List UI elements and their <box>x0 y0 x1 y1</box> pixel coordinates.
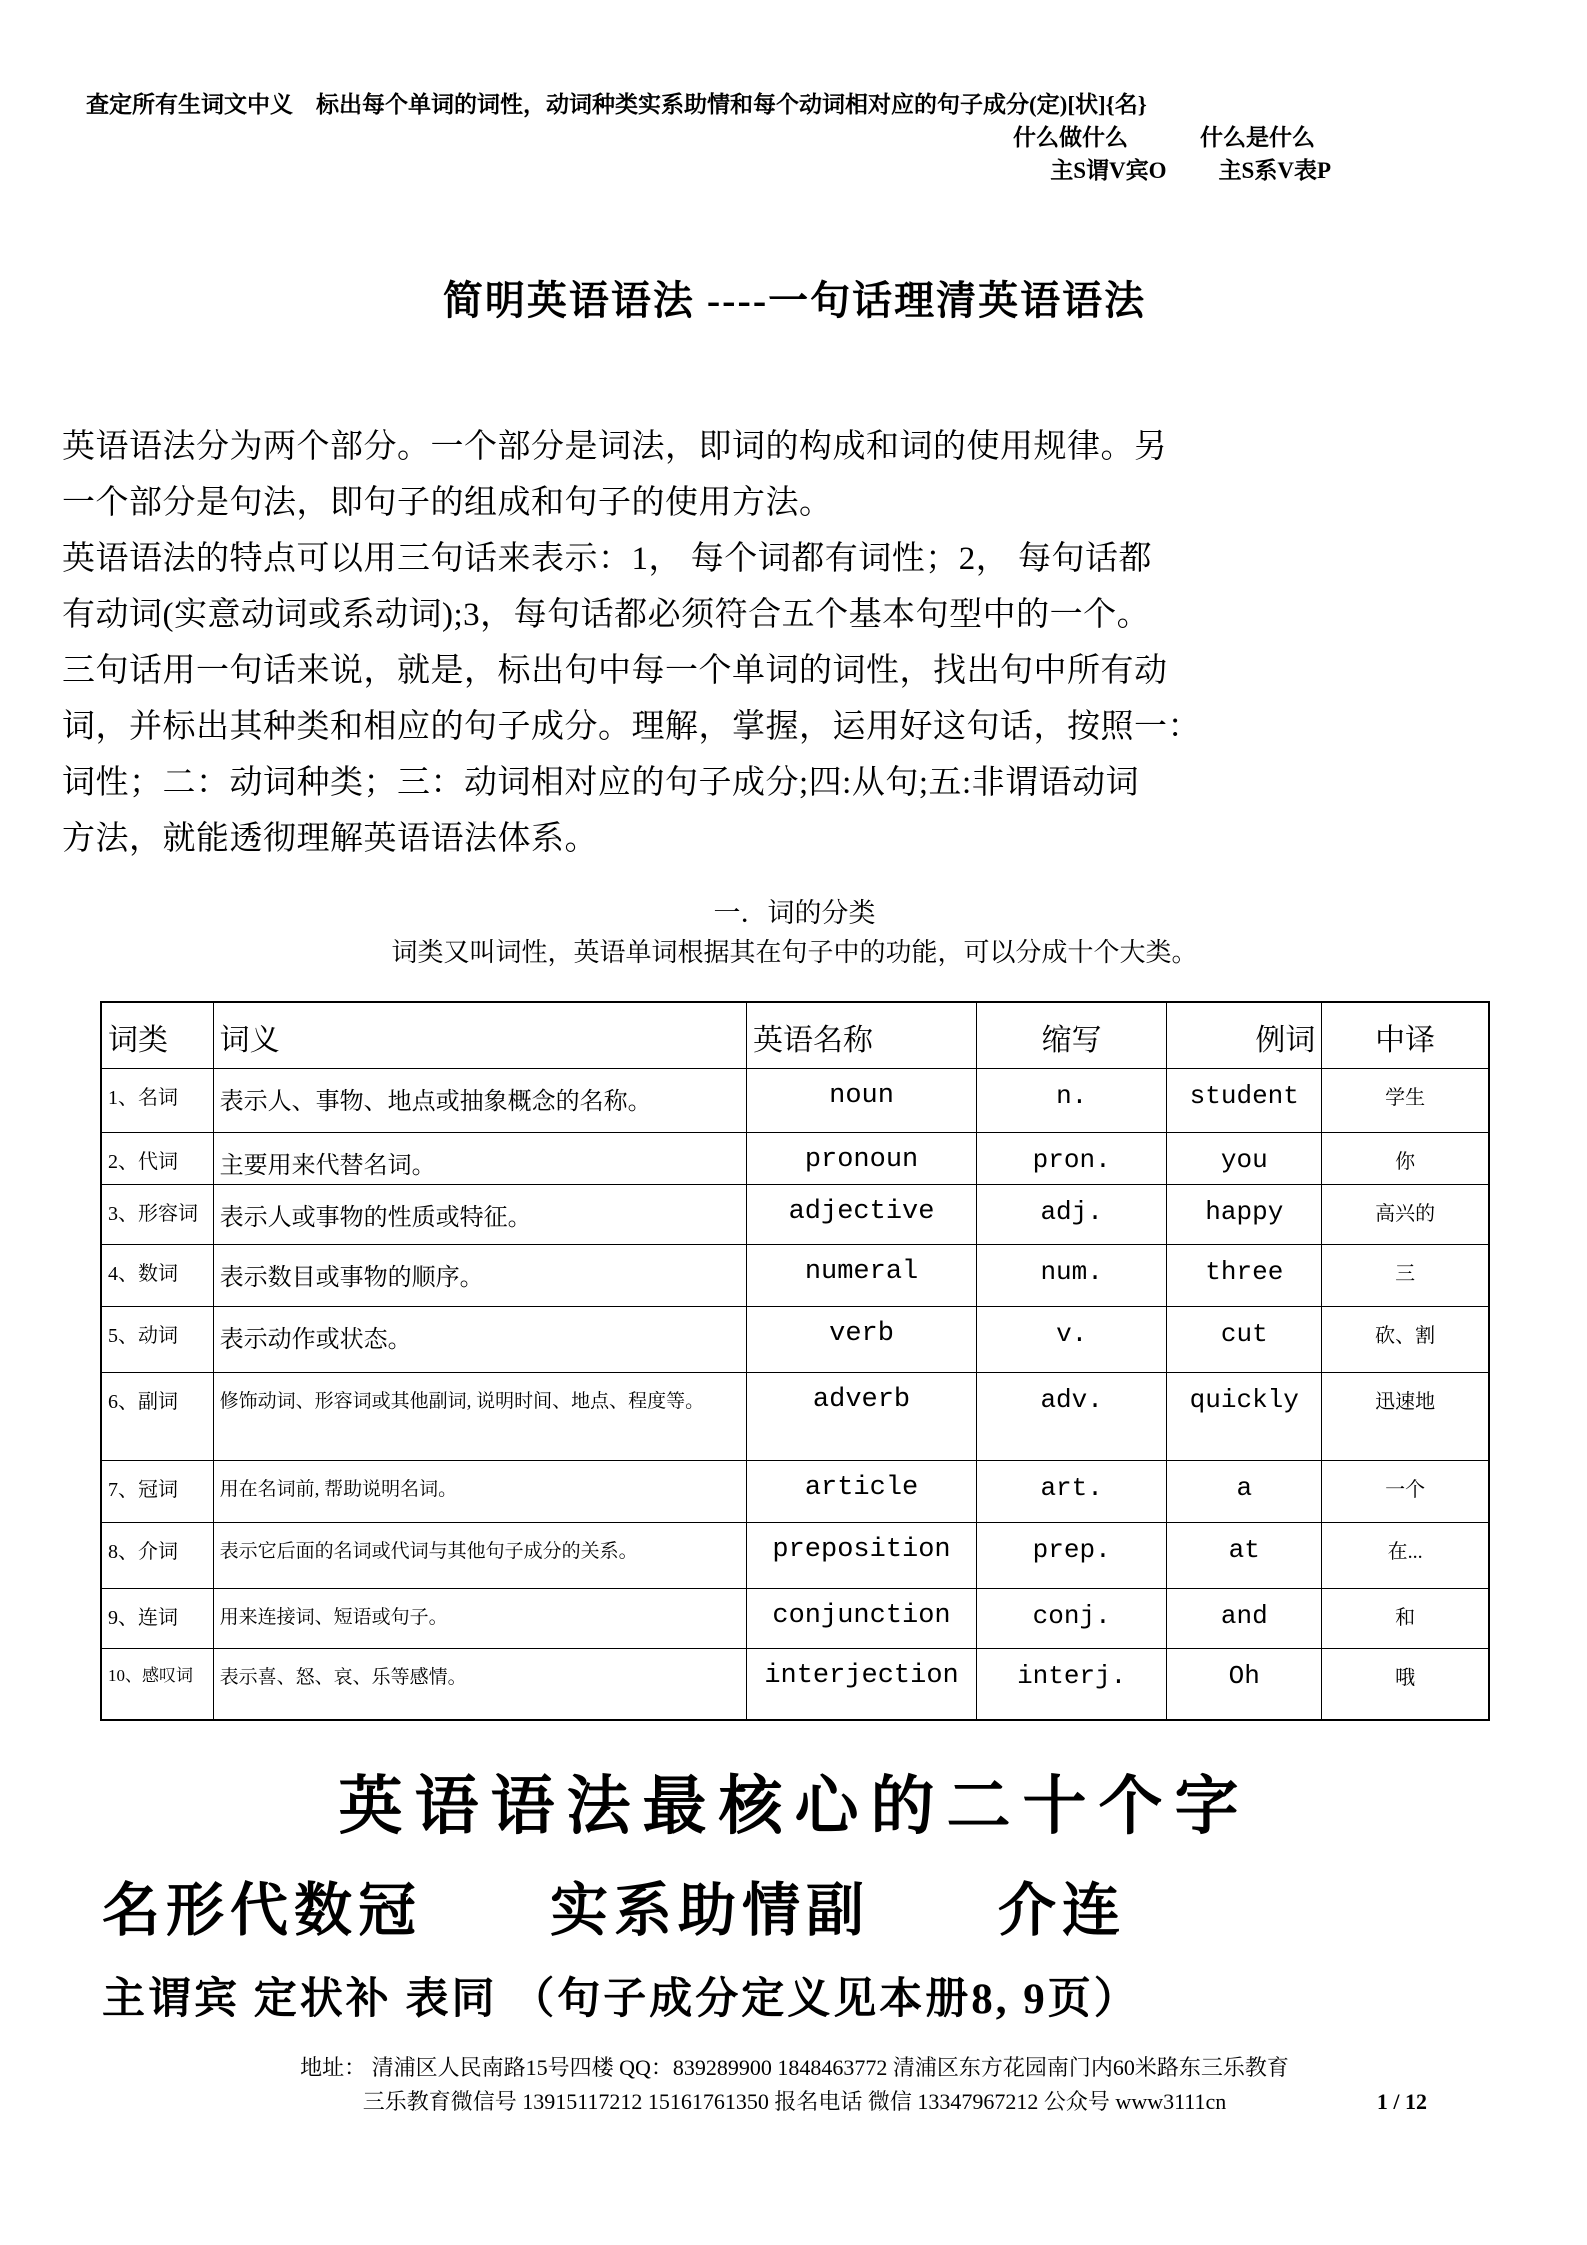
example-cell: cut <box>1167 1306 1322 1372</box>
abbreviation-cell: pron. <box>977 1132 1167 1184</box>
abbreviation-cell: conj. <box>977 1588 1167 1648</box>
meaning-cell: 表示数目或事物的顺序。 <box>213 1244 746 1306</box>
table-row <box>101 1522 1489 1588</box>
intro-line: 词，并标出其种类和相应的句子成分。理解，掌握，运用好这句话，按照一： <box>62 709 1201 745</box>
word-class-cell: 10、感叹词 <box>101 1648 213 1720</box>
word-class-cell: 4、数词 <box>101 1244 213 1306</box>
meaning-cell: 主要用来代替名词。 <box>213 1132 746 1184</box>
table-row <box>101 1588 1489 1648</box>
header-note <box>62 88 1527 187</box>
abbreviation-cell: v. <box>977 1306 1167 1372</box>
example-cell: a <box>1167 1460 1322 1522</box>
intro-line: 方法，就能透彻理解英语语法体系。 <box>62 821 598 857</box>
translation-cell: 哦 <box>1322 1648 1489 1720</box>
example-cell: quickly <box>1167 1372 1322 1460</box>
example-cell: three <box>1167 1244 1322 1306</box>
meaning-cell: 用来连接词、短语或句子。 <box>213 1588 746 1648</box>
col-header-word-class: 词类 <box>101 1002 213 1068</box>
footer-address-line: 地址： 清浦区人民南路15号四楼 QQ：839289900 1848463772 清浦区东方花园南门内60米路东三乐教育 <box>300 2055 1289 2080</box>
table-header-row <box>101 1002 1489 1068</box>
meaning-cell: 表示动作或状态。 <box>213 1306 746 1372</box>
header-note-line2 <box>86 121 1527 154</box>
col-header-abbreviation: 缩写 <box>977 1002 1167 1068</box>
header-note-what-is: 什么是什么 <box>1200 125 1315 150</box>
word-class-cell: 6、副词 <box>101 1372 213 1460</box>
english-name-cell: preposition <box>746 1522 976 1588</box>
meaning-cell: 表示喜、怒、哀、乐等感情。 <box>213 1648 746 1720</box>
intro-line: 一个部分是句法，即句子的组成和句子的使用方法。 <box>62 485 833 521</box>
meaning-cell: 表示人或事物的性质或特征。 <box>213 1184 746 1244</box>
abbreviation-cell: n. <box>977 1068 1167 1132</box>
word-class-cell: 5、动词 <box>101 1306 213 1372</box>
table-row <box>101 1372 1489 1460</box>
intro-line: 三句话用一句话来说，就是，标出句中每一个单词的词性，找出句中所有动 <box>62 653 1168 689</box>
translation-cell: 迅速地 <box>1322 1372 1489 1460</box>
abbreviation-cell: num. <box>977 1244 1167 1306</box>
table-row <box>101 1306 1489 1372</box>
abbreviation-cell: adj. <box>977 1184 1167 1244</box>
translation-cell: 一个 <box>1322 1460 1489 1522</box>
col-header-example: 例词 <box>1167 1002 1322 1068</box>
example-cell: at <box>1167 1522 1322 1588</box>
footer-contacts-text: 三乐教育微信号 13915117212 15161761350 报名电话 微信 13347967212 公众号 www3111cn <box>362 2089 1227 2114</box>
header-note-line1: 查定所有生词文中义 标出每个单词的词性，动词种类实系助情和每个动词相对应的句子成分(定)[状]{名} <box>86 92 1147 117</box>
translation-cell: 你 <box>1322 1132 1489 1184</box>
word-class-cell: 7、冠词 <box>101 1460 213 1522</box>
translation-cell: 和 <box>1322 1588 1489 1648</box>
abbreviation-cell: art. <box>977 1460 1167 1522</box>
header-note-svp: 主S系V表P <box>1218 158 1331 183</box>
intro-paragraph <box>62 419 1527 867</box>
col-header-english-name: 英语名称 <box>746 1002 976 1068</box>
core-words-line: 名形代数冠 实系助情副 介连 <box>102 1878 1127 1943</box>
meaning-cell: 用在名词前, 帮助说明名词。 <box>213 1460 746 1522</box>
intro-line: 英语语法分为两个部分。一个部分是词法，即词的构成和词的使用规律。另 <box>62 429 1168 465</box>
table-row <box>101 1184 1489 1244</box>
english-name-cell: noun <box>746 1068 976 1132</box>
word-class-cell: 2、代词 <box>101 1132 213 1184</box>
page-footer <box>62 2051 1527 2119</box>
header-note-svo: 主S谓V宾O <box>1050 158 1167 183</box>
example-cell: and <box>1167 1588 1322 1648</box>
section-subheading: 词类又叫词性，英语单词根据其在句子中的功能，可以分成十个大类。 <box>391 938 1198 967</box>
english-name-cell: verb <box>746 1306 976 1372</box>
intro-line: 英语语法的特点可以用三句话来表示：1， 每个词都有词性；2， 每句话都 <box>62 541 1152 577</box>
table-row <box>101 1132 1489 1184</box>
meaning-cell: 表示人、事物、地点或抽象概念的名称。 <box>213 1068 746 1132</box>
english-name-cell: numeral <box>746 1244 976 1306</box>
table-row <box>101 1244 1489 1306</box>
parts-of-speech-table <box>100 1001 1490 1721</box>
english-name-cell: adjective <box>746 1184 976 1244</box>
english-name-cell: article <box>746 1460 976 1522</box>
intro-line: 有动词(实意动词或系动词);3，每句话都必须符合五个基本句型中的一个。 <box>62 597 1151 633</box>
abbreviation-cell: interj. <box>977 1648 1167 1720</box>
meaning-cell: 表示它后面的名词或代词与其他句子成分的关系。 <box>213 1522 746 1588</box>
header-note-what-does: 什么做什么 <box>1013 125 1128 150</box>
meaning-cell: 修饰动词、形容词或其他副词, 说明时间、地点、程度等。 <box>213 1372 746 1460</box>
intro-line: 词性；二：动词种类；三：动词相对应的句子成分;四:从句;五:非谓语动词 <box>62 765 1140 801</box>
english-name-cell: conjunction <box>746 1588 976 1648</box>
header-note-line3 <box>86 154 1527 187</box>
english-name-cell: adverb <box>746 1372 976 1460</box>
abbreviation-cell: prep. <box>977 1522 1167 1588</box>
abbreviation-cell: adv. <box>977 1372 1167 1460</box>
word-class-cell: 9、连词 <box>101 1588 213 1648</box>
footer-contacts-line <box>62 2085 1527 2119</box>
translation-cell: 砍、割 <box>1322 1306 1489 1372</box>
table-row <box>101 1460 1489 1522</box>
col-header-meaning: 词义 <box>213 1002 746 1068</box>
word-class-cell: 8、介词 <box>101 1522 213 1588</box>
col-header-translation: 中译 <box>1322 1002 1489 1068</box>
core-components-line: 主谓宾 定状补 表同 （句子成分定义见本册8, 9页） <box>102 1976 1140 2023</box>
example-cell: student <box>1167 1068 1322 1132</box>
english-name-cell: interjection <box>746 1648 976 1720</box>
translation-cell: 学生 <box>1322 1068 1489 1132</box>
table-row <box>101 1648 1489 1720</box>
example-cell: Oh <box>1167 1648 1322 1720</box>
translation-cell: 三 <box>1322 1244 1489 1306</box>
word-class-cell: 3、形容词 <box>101 1184 213 1244</box>
table-row <box>101 1068 1489 1132</box>
word-class-cell: 1、名词 <box>101 1068 213 1132</box>
translation-cell: 高兴的 <box>1322 1184 1489 1244</box>
page-number: 1 / 12 <box>1376 2089 1427 2114</box>
example-cell: happy <box>1167 1184 1322 1244</box>
example-cell: you <box>1167 1132 1322 1184</box>
page-title: 简明英语语法 ----一句话理清英语语法 <box>442 278 1147 323</box>
section-heading: 一．词的分类 <box>713 898 876 928</box>
core-heading: 英语语法最核心的二十个字 <box>338 1771 1251 1842</box>
translation-cell: 在... <box>1322 1522 1489 1588</box>
english-name-cell: pronoun <box>746 1132 976 1184</box>
